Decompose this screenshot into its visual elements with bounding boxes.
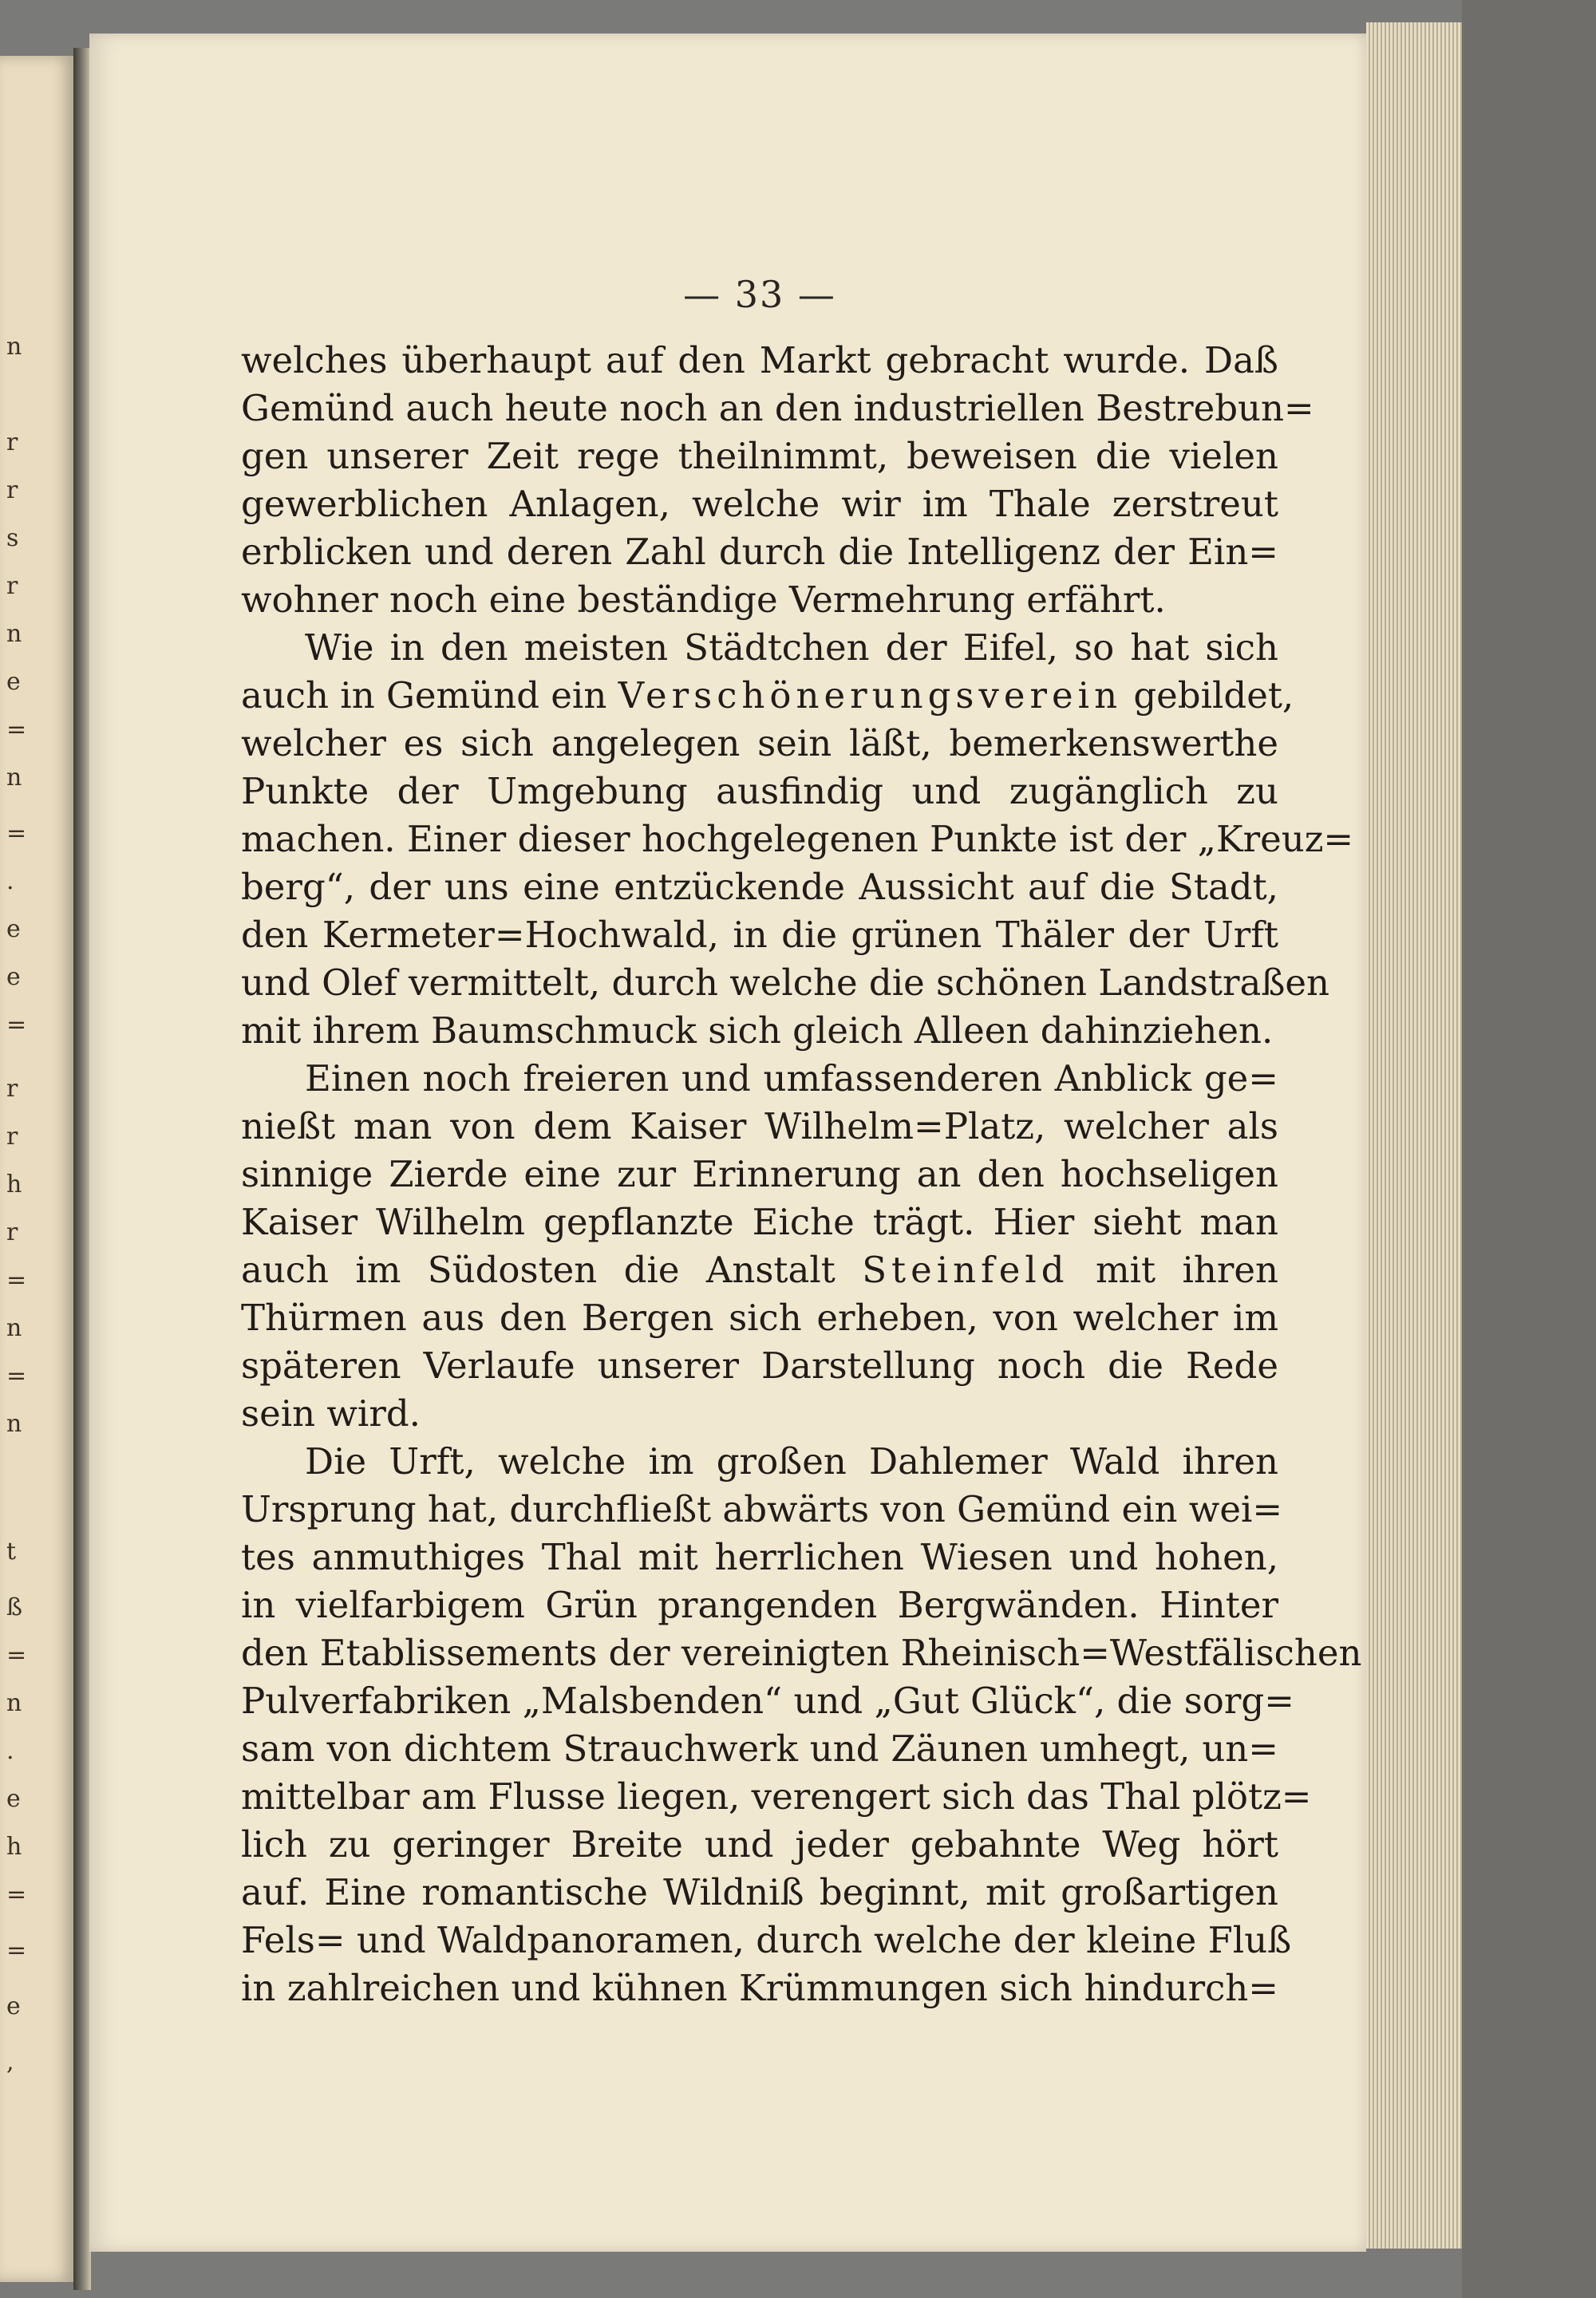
left-edge-char: = [6,716,27,744]
text-line: sam von dichtem Strauchwerk und Zäunen umhegt, un= [241,1727,1278,1770]
text-line: mittelbar am Flusse liegen, verengert sich das Thal plötz= [241,1775,1312,1818]
left-edge-char: n [6,620,22,648]
text-line: Wie in den meisten Städtchen der Eifel, so hat sich [305,626,1278,669]
text-line: erblicken und deren Zahl durch die Intelligenz der Ein= [241,531,1278,573]
left-edge-char: . [6,867,14,895]
text-line: Gemünd auch heute noch an den industriellen Bestrebun= [241,387,1314,429]
text-line: gen unserer Zeit rege theilnimmt, beweisen die vielen [241,435,1278,477]
left-edge-char: = [6,819,27,847]
text-line: lich zu geringer Breite und jeder gebahnte Weg hört [241,1823,1278,1866]
left-edge-char: n [6,1410,22,1438]
text-line: welches überhaupt auf den Markt gebracht wurde. Daß [241,339,1278,381]
text-line: den Kermeter=Hochwald, in die grünen Thäler der Urft [241,914,1278,956]
text-line: späteren Verlaufe unserer Darstellung noch die Rede [241,1344,1278,1387]
left-edge-char: r [6,1123,18,1151]
text-line: Thürmen aus den Bergen sich erheben, von welcher im [241,1297,1278,1339]
left-edge-char: e [6,1785,21,1813]
text-fragment: auch in Gemünd ein [241,674,607,717]
text-fragment: gebildet, [1133,674,1294,717]
text-line: gewerblichen Anlagen, welche wir im Thale zerstreut [241,483,1278,525]
text-line: nießt man von dem Kaiser Wilhelm=Platz, welcher als [241,1105,1278,1147]
left-edge-char: e [6,963,21,991]
left-edge-char: n [6,1314,22,1342]
book-gutter [73,48,91,2290]
left-edge-char: n [6,1689,22,1717]
text-line: mit ihrem Baumschmuck sich gleich Alleen dahinziehen. [241,1009,1274,1052]
left-edge-char: e [6,668,21,696]
left-edge-char: h [6,1833,22,1861]
left-edge-char: r [6,1075,18,1103]
left-edge-char: = [6,1362,27,1390]
left-edge-char: e [6,1992,21,2020]
spaced-word: Verschönerungsverein [618,674,1123,717]
text-line: in vielfarbigem Grün prangenden Bergwänden. Hinter [241,1584,1278,1626]
text-line: machen. Einer dieser hochgelegenen Punkte ist der „Kreuz= [241,818,1354,860]
left-edge-char: = [6,1641,27,1669]
text-line: Fels= und Waldpanoramen, durch welche der kleine Fluß [241,1919,1292,1961]
left-edge-char: r [6,1218,18,1246]
text-line: Einen noch freieren und umfassenderen Anblick ge= [305,1057,1278,1100]
text-line: wohner noch eine beständige Vermehrung erfährt. [241,578,1166,621]
left-edge-char: s [6,524,19,552]
left-edge-char: h [6,1171,22,1198]
spaced-word: Steinfeld [862,1249,1069,1291]
page-number: — 33 — [683,273,836,316]
text-line-with-spaced-word [241,672,1294,720]
text-line: und Olef vermittelt, durch welche die schönen Landstraßen [241,961,1329,1004]
text-line: auf. Eine romantische Wildniß beginnt, mit großartigen [241,1871,1278,1913]
left-edge-char: = [6,1266,27,1294]
text-fragment: auch im Südosten die Anstalt [241,1249,836,1291]
text-line: tes anmuthiges Thal mit herrlichen Wiesen und hohen, [241,1536,1278,1578]
text-line: Kaiser Wilhelm gepflanzte Eiche trägt. Hier sieht man [241,1201,1278,1243]
left-edge-char: r [6,428,18,456]
book-page [89,34,1366,2252]
page-block-edges [1366,22,1462,2249]
text-line: Ursprung hat, durchfließt abwärts von Gemünd ein wei= [241,1488,1283,1530]
left-edge-char: t [6,1538,17,1566]
book-cover [1462,0,1596,2298]
left-edge-char: n [6,764,22,792]
text-fragment: mit ihren [1095,1249,1278,1291]
left-edge-char: , [6,2048,14,2076]
left-edge-char: = [6,1011,27,1039]
text-line: Punkte der Umgebung ausfindig und zugänglich zu [241,770,1278,812]
left-edge-char: . [6,1737,14,1765]
left-edge-char: e [6,915,21,943]
left-page-edge [0,56,78,2282]
left-edge-char: ß [6,1593,23,1621]
text-line: Die Urft, welche im großen Dahlemer Wald ihren [305,1440,1278,1483]
text-line: den Etablissements der vereinigten Rheinisch=Westfälischen [241,1632,1362,1674]
text-line: berg“, der uns eine entzückende Aussicht auf die Stadt, [241,866,1278,908]
text-line: Pulverfabriken „Malsbenden“ und „Gut Glück“, die sorg= [241,1680,1294,1722]
text-line: in zahlreichen und kühnen Krümmungen sich hindurch= [241,1967,1278,2009]
text-line: welcher es sich angelegen sein läßt, bemerkenswerthe [241,722,1278,764]
text-line-with-spaced-word [241,1246,1278,1294]
left-edge-char: n [6,333,22,361]
left-edge-char: r [6,476,18,504]
text-line: sinnige Zierde eine zur Erinnerung an den hochseligen [241,1153,1278,1195]
left-edge-char: = [6,1937,27,1964]
page-text [241,337,1362,2012]
left-edge-char: r [6,572,18,600]
text-line: sein wird. [241,1392,421,1435]
left-edge-char: = [6,1881,27,1909]
